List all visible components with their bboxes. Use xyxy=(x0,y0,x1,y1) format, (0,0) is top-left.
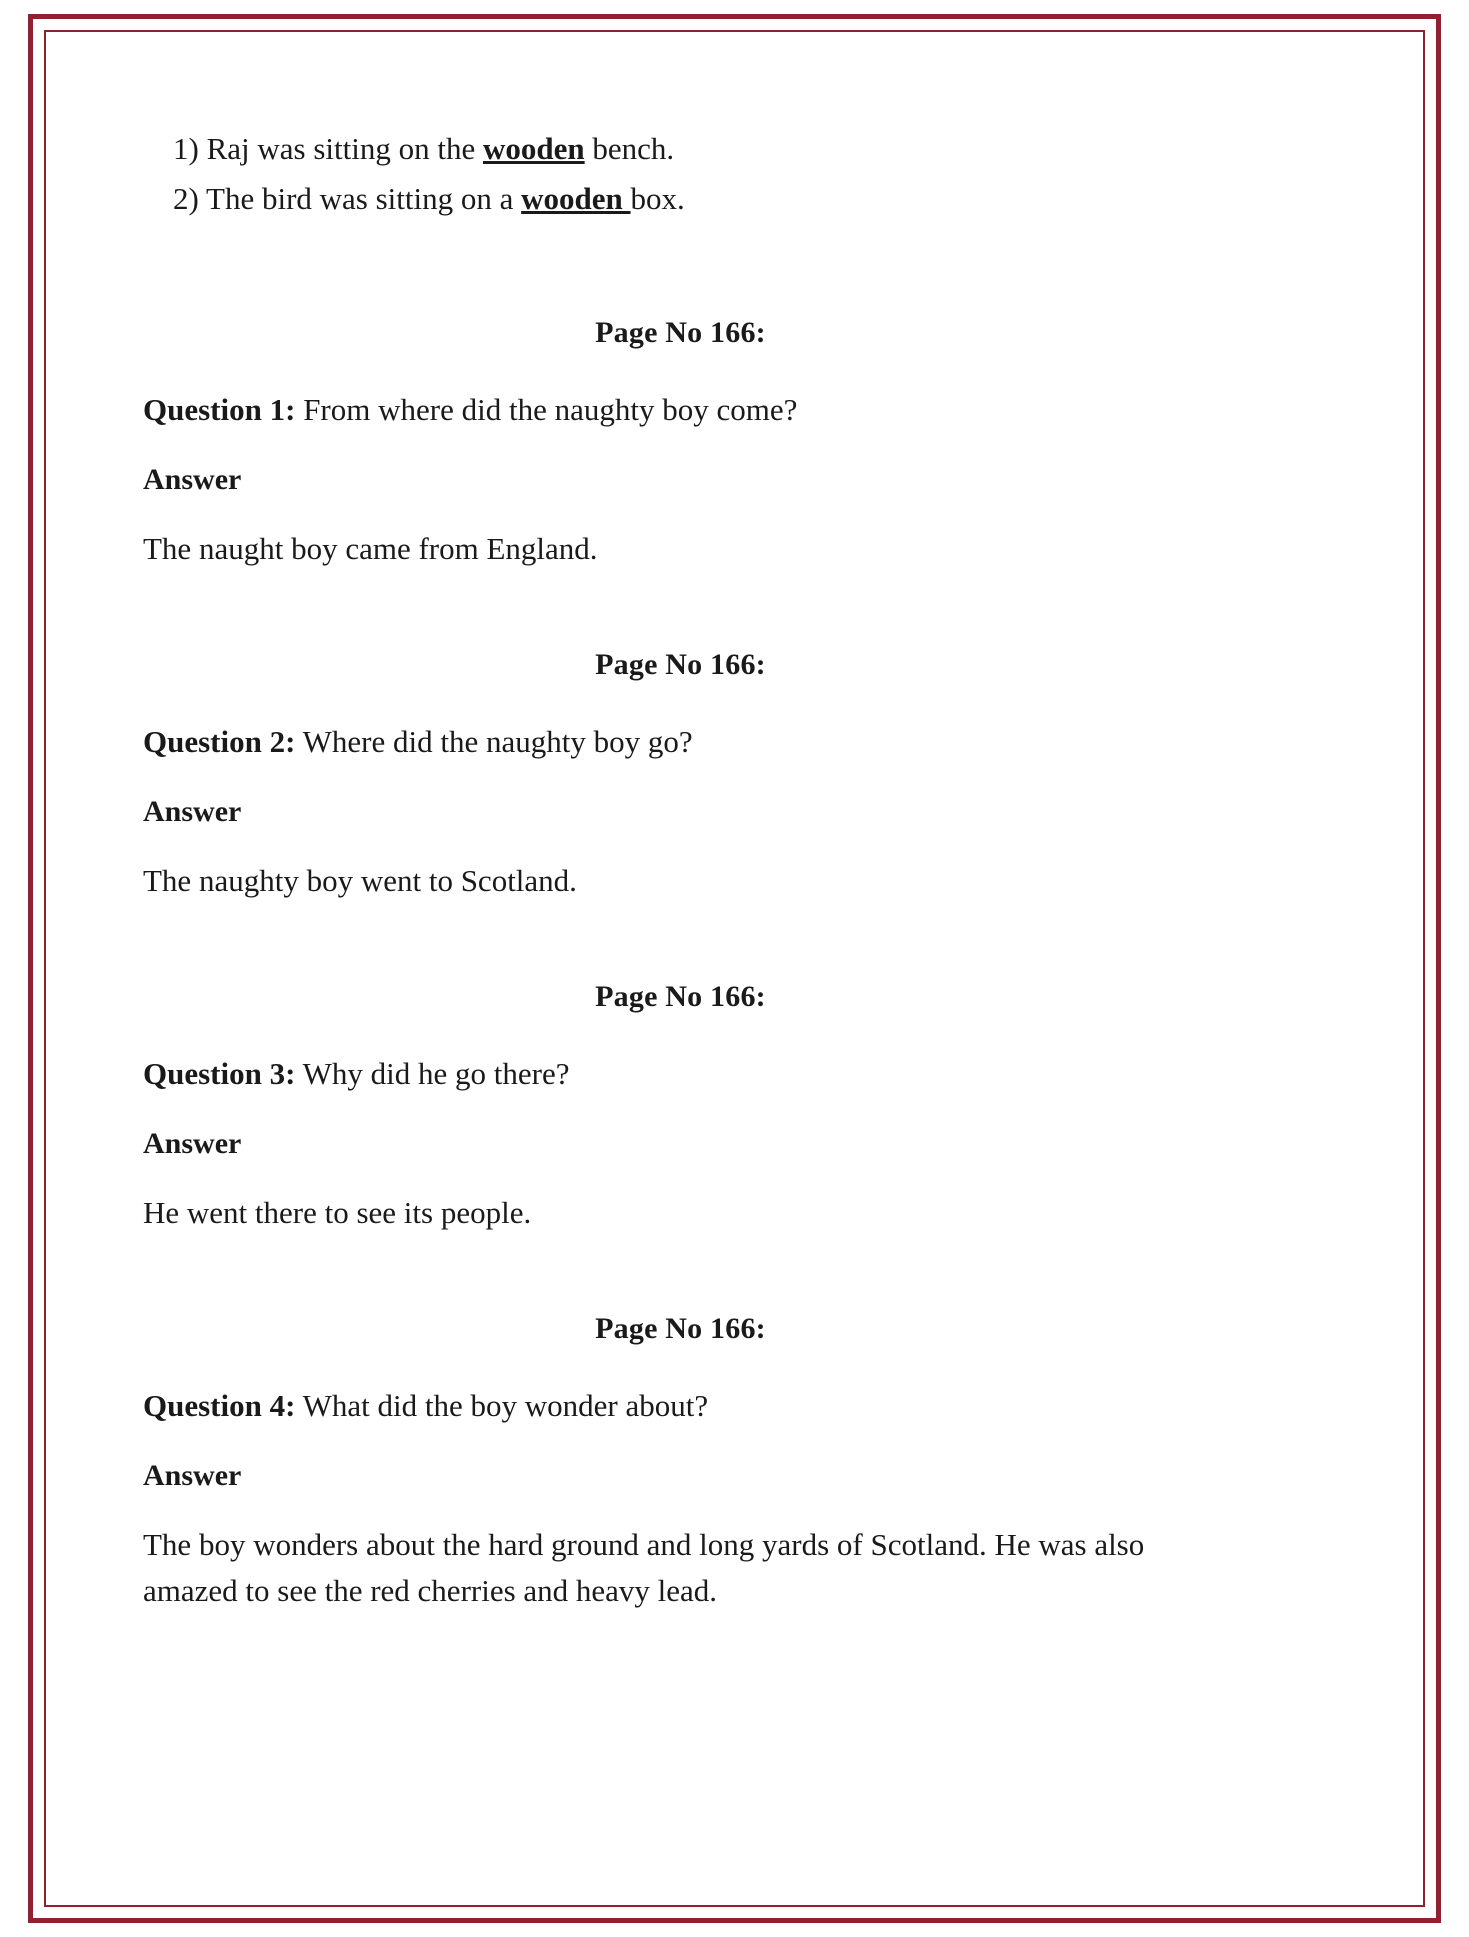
intro-line-after: bench. xyxy=(584,131,675,166)
intro-keyword: wooden xyxy=(482,131,585,166)
intro-line-number: 2) xyxy=(173,181,199,216)
page-heading: Page No 166: xyxy=(595,648,766,681)
question-label: Question 3: xyxy=(143,1056,296,1091)
question-text: Where did the naughty boy go? xyxy=(295,724,693,759)
qa-block xyxy=(143,980,1218,1236)
answer-label: Answer xyxy=(143,795,242,828)
intro-line-before: The bird was sitting on a xyxy=(198,181,522,216)
intro-keyword: wooden xyxy=(521,181,631,216)
intro-line-after: box. xyxy=(630,181,685,216)
answer-label: Answer xyxy=(143,1459,242,1492)
intro-line-before: Raj was sitting on the xyxy=(198,131,483,166)
page-heading: Page No 166: xyxy=(595,1312,766,1345)
answer-text: He went there to see its people. xyxy=(143,1195,532,1230)
page-border xyxy=(28,14,1441,1923)
question xyxy=(143,1384,1218,1428)
page-heading: Page No 166: xyxy=(595,980,766,1013)
question-text: What did the boy wonder about? xyxy=(295,1388,709,1423)
answer-text: The naught boy came from England. xyxy=(143,531,598,566)
question-text: Why did he go there? xyxy=(295,1056,570,1091)
question-label: Question 1: xyxy=(143,392,296,427)
answer-text: The boy wonders about the hard ground and long yards of Scotland. He was also amazed to see the red cherries and heavy lead. xyxy=(143,1527,1145,1608)
question xyxy=(143,720,1218,764)
question-text: From where did the naughty boy come? xyxy=(295,392,798,427)
question-label: Question 4: xyxy=(143,1388,296,1423)
question-label: Question 2: xyxy=(143,724,296,759)
document-content xyxy=(143,124,1218,1614)
qa-block xyxy=(143,316,1218,572)
answer-label: Answer xyxy=(143,1127,242,1160)
answer-text: The naughty boy went to Scotland. xyxy=(143,863,577,898)
intro-line xyxy=(173,174,1218,224)
intro-line-number: 1) xyxy=(173,131,199,166)
answer-label: Answer xyxy=(143,463,242,496)
question xyxy=(143,388,1218,432)
intro-sentences xyxy=(173,124,1218,224)
page-heading: Page No 166: xyxy=(595,316,766,349)
qa-block xyxy=(143,1312,1218,1614)
question xyxy=(143,1052,1218,1096)
intro-line xyxy=(173,124,1218,174)
qa-block xyxy=(143,648,1218,904)
